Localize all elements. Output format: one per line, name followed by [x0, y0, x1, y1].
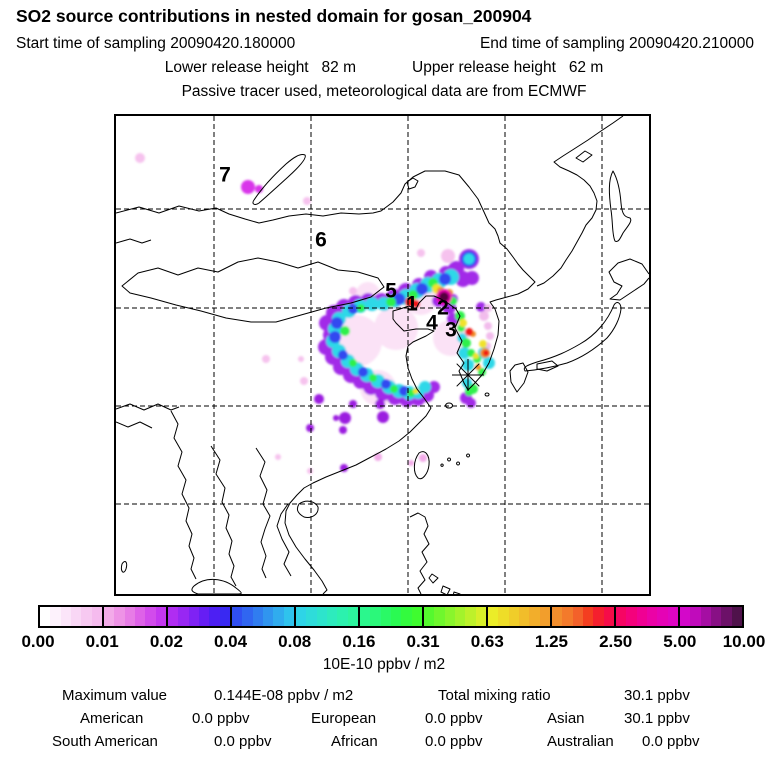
region-african-label: African	[331, 733, 378, 750]
lake-baikal	[253, 155, 305, 205]
region-australian-value: 0.0 ppbv	[642, 733, 700, 750]
islands-ryukyu	[441, 454, 470, 466]
max-value-label: Maximum value	[62, 687, 168, 704]
borders-myanmar	[171, 411, 196, 579]
colorbar-segment	[422, 607, 486, 626]
region-samerican-label: South American	[52, 733, 158, 750]
max-value-text: 0.144E-08 ppbv / m2	[214, 687, 354, 704]
stats-line-continents-1	[0, 710, 768, 730]
map-point-label-2: 2	[437, 296, 449, 320]
lat-lon-gridlines	[116, 116, 649, 594]
region-australian-label: Australian	[547, 733, 614, 750]
island-shantar	[576, 151, 592, 162]
region-american-value: 0.0 ppbv	[192, 710, 250, 727]
islands-philippines	[410, 513, 460, 594]
colorbar-tick-label: 0.08	[278, 632, 312, 651]
region-european-label: European	[311, 710, 377, 727]
total-ratio-label: Total mixing ratio	[438, 687, 551, 704]
map-point-label-4: 4	[426, 311, 438, 335]
map-panel	[114, 114, 651, 596]
colorbar-tick-label: 10.00	[722, 632, 766, 651]
coast-amur-loop	[407, 178, 418, 189]
coast-left-border-spur	[116, 239, 151, 243]
region-african-value: 0.0 ppbv	[425, 733, 483, 750]
stats-line-continents-2	[0, 733, 768, 753]
colorbar-segment	[230, 607, 294, 626]
region-american-label: American	[80, 710, 144, 727]
receptor-marker	[452, 359, 484, 391]
region-european-value: 0.0 ppbv	[425, 710, 483, 727]
borders-vietnam-inland	[277, 504, 291, 576]
island-kyushu	[510, 363, 528, 392]
map-point-label-3: 3	[445, 318, 457, 342]
borders-himalaya	[116, 404, 179, 428]
colorbar-tick-labels	[0, 632, 768, 654]
total-ratio-value: 30.1 ppbv	[624, 687, 690, 704]
colorbar-segment	[678, 607, 742, 626]
release-heights-line	[0, 59, 768, 77]
colorbar-segment	[294, 607, 358, 626]
colorbar	[38, 605, 744, 628]
upper-release-text: Upper release height 62 m	[412, 59, 604, 76]
borders-laos	[256, 448, 270, 578]
lower-release-text: Lower release height 82 m	[164, 59, 356, 76]
colorbar-tick-label: 0.00	[21, 632, 55, 651]
colorbar-segment	[486, 607, 550, 626]
borders-thailand	[211, 446, 236, 586]
colorbar-tick-label: 1.25	[534, 632, 568, 651]
stats-line-max	[0, 687, 768, 707]
region-asian-label: Asian	[547, 710, 585, 727]
colorbar-tick-label: 0.04	[213, 632, 248, 651]
colorbar-tick-label: 5.00	[663, 632, 697, 651]
start-time-text: Start time of sampling 20090420.180000	[16, 35, 296, 52]
island-honshu	[524, 302, 621, 371]
colorbar-tick-label: 0.31	[406, 632, 440, 651]
colorbar-segment	[40, 607, 102, 626]
colorbar-tick-label: 0.02	[149, 632, 183, 651]
colorbar-unit-label: 10E-10 ppbv / m2	[322, 656, 446, 673]
colorbar-segment	[102, 607, 166, 626]
sampling-times-line	[16, 35, 754, 53]
island-small-left	[121, 562, 126, 573]
island-hainan	[297, 501, 318, 517]
colorbar-tick-label: 0.16	[342, 632, 376, 651]
end-time-text: End time of sampling 20090420.210000	[479, 35, 754, 52]
coastlines-layer	[116, 116, 649, 594]
island-sakhalin	[609, 171, 630, 242]
map-graphic	[116, 116, 649, 594]
map-point-label-6: 6	[315, 228, 327, 252]
colorbar-segment	[550, 607, 614, 626]
page-title: SO2 source contributions in nested domain for gosan_200904	[16, 6, 532, 26]
map-point-label-1: 1	[406, 292, 418, 316]
colorbar-tick-label: 0.01	[85, 632, 119, 651]
map-point-label-7: 7	[219, 163, 231, 187]
colorbar-tick-label: 0.63	[470, 632, 504, 651]
colorbar-segment	[166, 607, 230, 626]
region-samerican-value: 0.0 ppbv	[214, 733, 272, 750]
region-asian-value: 30.1 ppbv	[624, 710, 690, 727]
island-hokkaido	[609, 259, 649, 300]
map-point-label-5: 5	[385, 279, 397, 303]
tracer-note: Passive tracer used, meteorological data are from ECMWF	[181, 83, 587, 100]
colorbar-segment	[358, 607, 422, 626]
colorbar-tick-label: 2.50	[599, 632, 633, 651]
colorbar-segment	[614, 607, 678, 626]
